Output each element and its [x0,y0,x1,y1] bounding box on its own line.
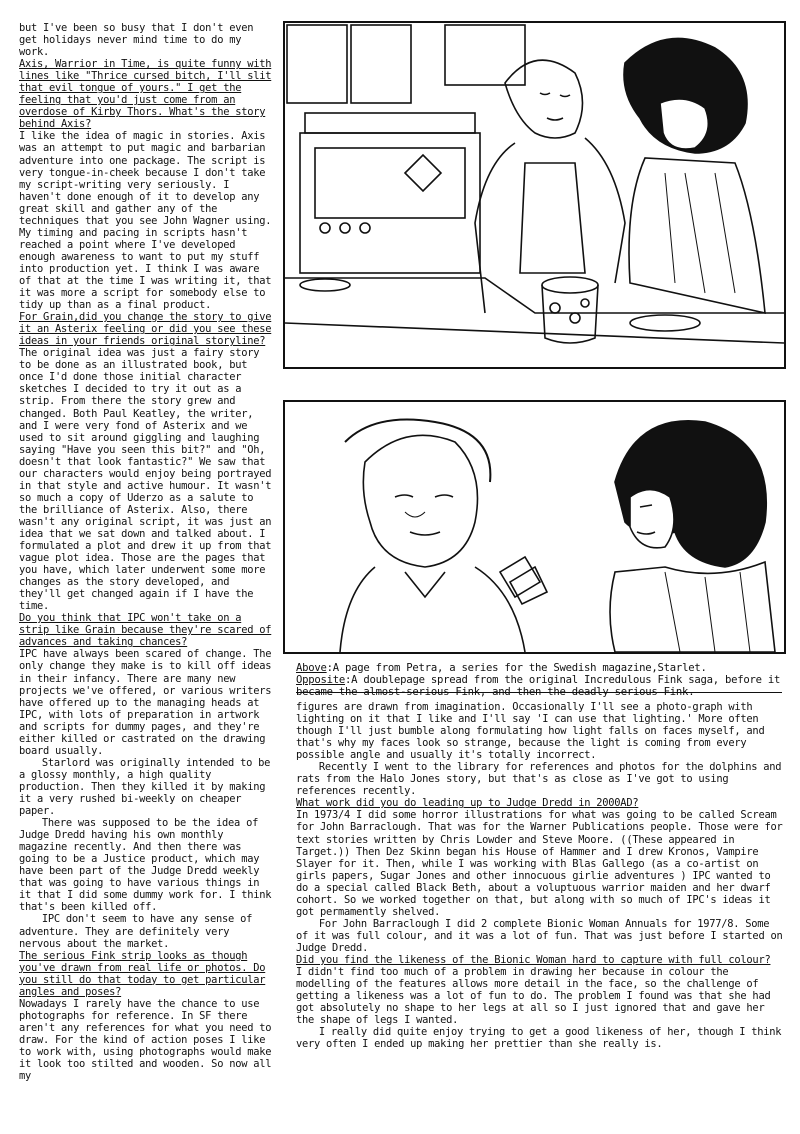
kitchen-drawing [285,23,784,367]
paragraph: I really did quite enjoy trying to get a good likeness of her, though I think very often I ended up making her prettier than she really is. [296,1026,782,1051]
illustration-dwarf-panel [283,400,786,654]
paragraph: The original idea was just a fairy story to be done as an illustrated book, but once I'd done those initial character sketches I decided to try it out as a strip. From there the story grew and changed. Both Paul Keatley, the writer, and I were very fond of Asterix and we used to sit around giggling and laughing saying "Have you seen this bit?" and "Oh, doesn't that look fantastic?" We saw that our characters would enjoy being portrayed in that style and active humour. It wasn't so much a copy of Uderzo as a salute to the brilliance of Asterix. Also, there wasn't any original script, it was just an idea that we sat down and talked about. I formulated a plot and drew it up from that vague plot idea. Those are the pages that you have, which later underwent some more changes as the story developed, and they'll get changed again if I have the time. [19,347,272,613]
caption-opposite [296,674,784,698]
illustration-caption [296,662,784,699]
caption-above-text: :A page from Petra, a series for the Swedish magazine,Starlet. [326,662,707,674]
left-text-column [19,22,277,1082]
right-text-column [296,701,784,1050]
interview-question: What work did you do leading up to Judge Dredd in 2000AD? [296,797,639,810]
paragraph: IPC have always been scared of change. The only change they make is to kill off ideas in their infancy. There are many new projects we've offered, or various writers have offered up to the managing heads at IPC, with lots of preparation in artwork and scripts for dummy pages, and they're either killed or castrated on the drawing board usually. [19,648,272,757]
interview-question: Do you think that IPC won't take on a strip like Grain because they're scared of advances and taking chances? [19,612,272,649]
illustration-kitchen-panel [283,21,786,369]
paragraph: I didn't find too much of a problem in drawing her because in colour the modelling of the features allows more detail in the face, so the challenge of getting a likeness was a lot of fun to do. The problem I found was that she had got absolutely no shape to her legs at all so I just ignored that and gave her the shape of legs I wanted. [296,966,771,1027]
caption-opposite-label: Opposite [296,674,346,687]
interview-question: The serious Fink strip looks as though you've drawn from real life or photos. Do you still do that today to get particular angles and poses? [19,949,266,998]
paragraph: Nowadays I rarely have the chance to use photographs for reference. In SF there aren't any references for what you need to draw. For the kind of action poses I like to work with, using photographs would make it look too stilted and wooden. So now all my [19,997,272,1083]
dwarf-drawing [285,402,784,652]
paragraph: Starlord was originally intended to be a glossy monthly, a high quality production. Then they killed it by making it a very rushed bi-weekly on cheaper paper. [19,756,271,818]
paragraph: but I've been so busy that I don't even get holidays never mind time to do my work. [19,22,254,59]
paragraph: For John Barraclough I did 2 complete Bionic Woman Annuals for 1977/8. Some of it was full colour, and it was a lot of fun. That was just before I started on Judge Dredd. [296,917,783,954]
interview-question: For Grain,did you change the story to give it an Asterix feeling or did you see these ideas in your friends original storyline? [19,311,272,348]
paragraph: figures are drawn from imagination. Occasionally I'll see a photo-graph with lighting on it that I like and I'll say 'I can use that lighting.' More often though I'll just bumble along formulating how light falls on faces myself, and that's why my faces look so strange, because the light is coming from every possible angle and usually it's totally incorrect. [296,701,765,762]
caption-divider [296,692,782,693]
caption-opposite-text: :A doublepage spread from the original Incredulous Fink saga, before it became the almost-serious Fink, and then the deadly serious Fink. [296,674,781,699]
paragraph: Recently I went to the library for references and photos for the dolphins and rats from the Halo Jones story, but that's as close as I've got to using references recently. [296,761,782,798]
caption-above-label: Above [296,662,327,674]
caption-above [296,662,784,674]
paragraph: IPC don't seem to have any sense of adventure. They are definitely very nervous about the market. [19,913,253,950]
paragraph: In 1973/4 I did some horror illustrations for what was going to be called Scream for John Barraclough. That was for the Warner Publications people. Those were for text stories written by Chris Lowder and Steve Moore. ((These appeared in Target.)) Then Dez Skinn began his House of Hammer and I drew Kronos, Vampire Slayer for it. Then, while I was working with Blas Gallego (as a co-artist on girls papers, Sugar Jones and other innocuous girlie adventures ) IPC wanted to do a special called Black Beth, about a voluptuous warrior maiden and her dwarf cohort. So we worked together on that, but along with so much of IPC's ideas it got permamently shelved. [296,809,783,918]
paragraph: I like the idea of magic in stories. Axis was an attempt to put magic and barbarian adventure into one package. The script is very tongue-in-cheek because I don't take my script-writing very seriously. I haven't done enough of it to develop any great skill and gather any of the techniques that you see John Wagner using. My timing and pacing in scripts hasn't reached a point where I've developed enough awareness to want to put my stuff into production yet. I think I was aware of that at the time I was writing it, that it was more a script for somebody else to tidy up than as a final product. [19,130,272,312]
paragraph: There was supposed to be the idea of Judge Dredd having his own monthly magazine recently. And then there was going to be a Justice product, which may have been part of the Judge Dredd weekly that was going to have various things in it that I did some dummy work for. I think that's been killed off. [19,817,272,914]
interview-question: Did you find the likeness of the Bionic Woman hard to capture with full colour? [296,953,771,966]
interview-question: Axis, Warrior in Time, is quite funny with lines like "Thrice cursed bitch, I'll slit that evil tongue of yours." I get the feeling that you'd just come from an overdose of Kirby Thors. What's the story behind Axis? [19,58,272,131]
